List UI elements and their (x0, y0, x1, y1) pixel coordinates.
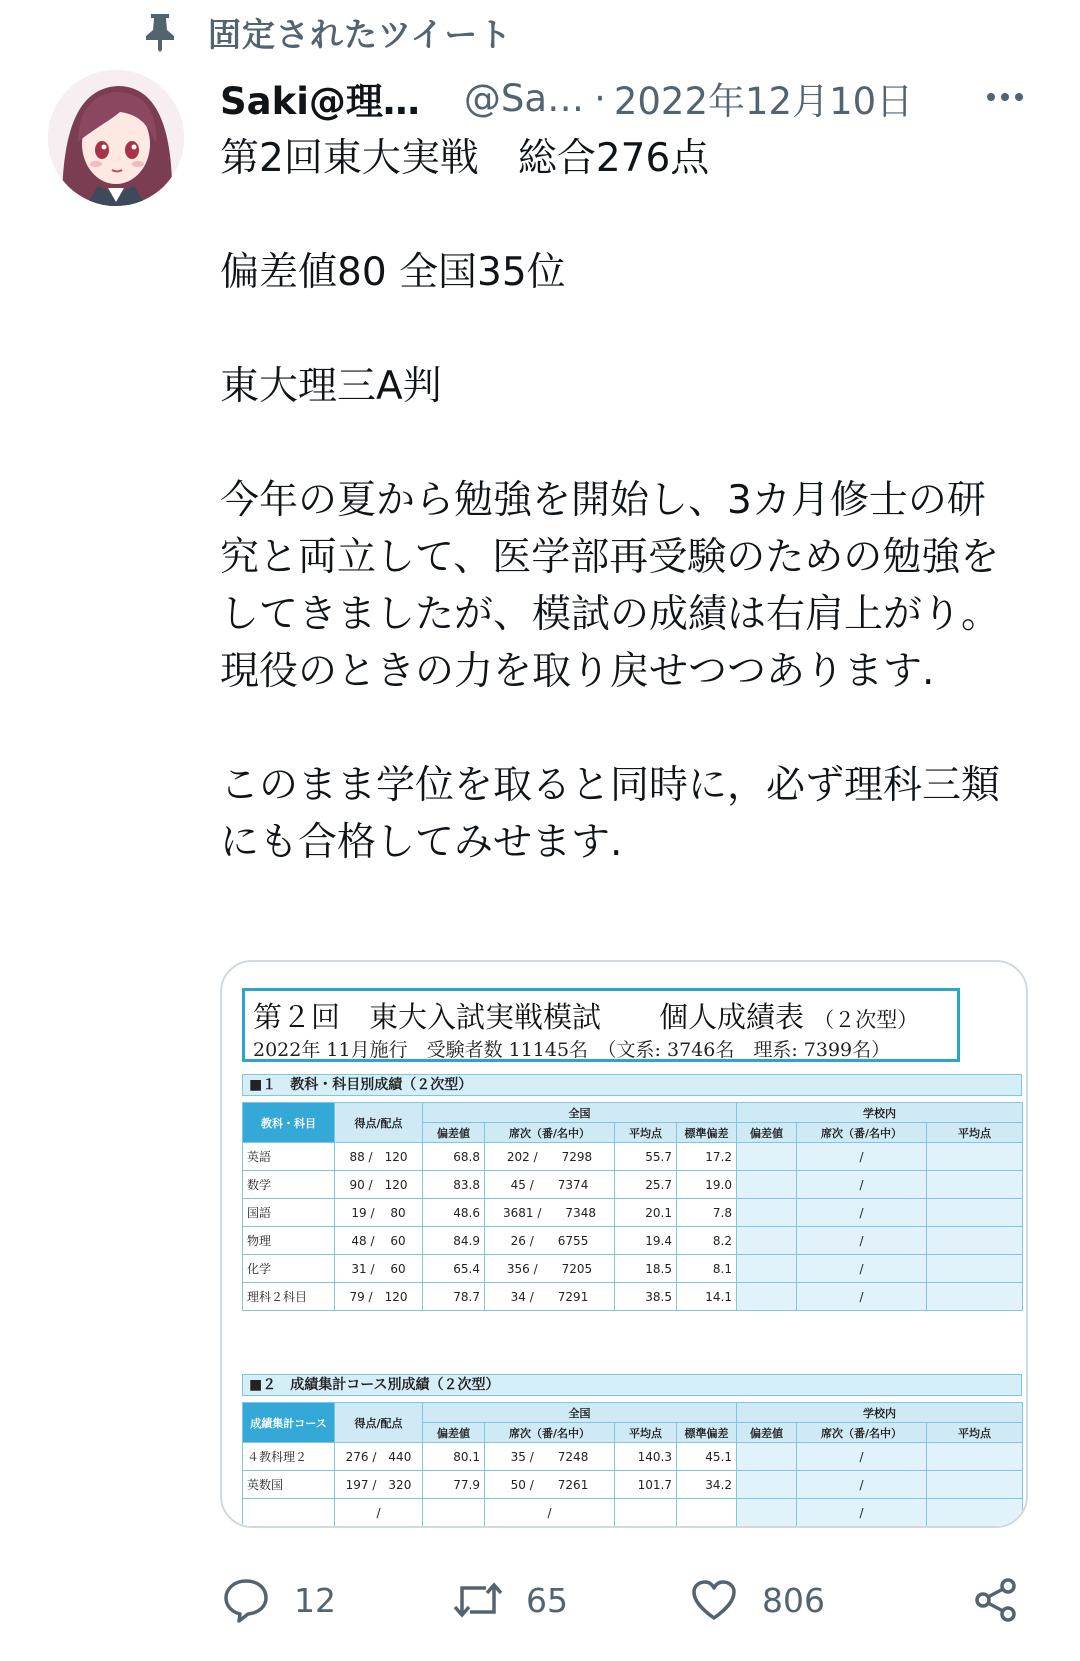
cell-score: 90 / 120 (335, 1171, 423, 1199)
cell-std: 45.1 (677, 1443, 737, 1471)
cell-rank: 45 / 7374 (485, 1171, 615, 1199)
cell-std: 19.0 (677, 1171, 737, 1199)
table-row (243, 1471, 1023, 1499)
tweet-paragraph: このまま学位を取ると同時に，必ず理科三類にも合格してみせます. (220, 763, 1001, 865)
tweet-date[interactable]: 2022年12月10日 (613, 80, 914, 123)
reply-button[interactable] (220, 1568, 336, 1632)
cell-school-deviation (737, 1443, 797, 1471)
header-school-deviation: 偏差値 (737, 1123, 797, 1143)
tweet-paragraph: 偏差値80 全国35位 (220, 250, 566, 295)
cell-rank: 3681 / 7348 (485, 1199, 615, 1227)
cell-school-rank: / (797, 1227, 927, 1255)
report-title-text: 第２回 東大入試実戦模試 個人成績表 (253, 1000, 805, 1034)
section2-label: ■２ 成績集計コース別成績（２次型） (242, 1374, 1022, 1396)
more-options-icon[interactable] (980, 74, 1030, 120)
cell-score: 19 / 80 (335, 1199, 423, 1227)
cell-subject: 英語 (243, 1143, 335, 1171)
retweet-icon (452, 1574, 504, 1626)
cell-school-rank: / (797, 1143, 927, 1171)
cell-std: 14.1 (677, 1283, 737, 1311)
cell-school-deviation (737, 1255, 797, 1283)
cell-subject: 化学 (243, 1255, 335, 1283)
report-title-type: （２次型） (813, 1008, 919, 1032)
cell-rank: 26 / 6755 (485, 1227, 615, 1255)
section1-table (242, 1102, 1023, 1311)
table-row (243, 1171, 1023, 1199)
cell-average: 38.5 (615, 1283, 677, 1311)
cell-school-deviation (737, 1283, 797, 1311)
user-handle[interactable]: @Sa… (463, 76, 585, 120)
cell-school-average (927, 1499, 1023, 1527)
tweet-media-image[interactable] (220, 960, 1028, 1528)
reply-icon (220, 1574, 272, 1626)
reply-count: 12 (294, 1580, 336, 1620)
report-title (253, 995, 918, 1036)
cell-average: 55.7 (615, 1143, 677, 1171)
cell-deviation: 68.8 (423, 1143, 485, 1171)
cell-rank: 202 / 7298 (485, 1143, 615, 1171)
table-row (243, 1443, 1023, 1471)
cell-average: 140.3 (615, 1443, 677, 1471)
cell-school-rank: / (797, 1171, 927, 1199)
cell-rank: 35 / 7248 (485, 1443, 615, 1471)
cell-deviation: 65.4 (423, 1255, 485, 1283)
cell-course: 英数国 (243, 1471, 335, 1499)
retweet-button[interactable] (452, 1568, 568, 1632)
tweet-actions (220, 1568, 1040, 1632)
cell-school-average (927, 1171, 1023, 1199)
table-row (243, 1199, 1023, 1227)
cell-rank: 34 / 7291 (485, 1283, 615, 1311)
header-school: 学校内 (737, 1103, 1023, 1123)
header-school-average: 平均点 (927, 1123, 1023, 1143)
header-school-rank: 席次（番/名中） (797, 1123, 927, 1143)
tweet-paragraph: 今年の夏から勉強を開始し、3カ月修士の研究と両立して、医学部再受験のための勉強をしてきましたが、模試の成績は右肩上がり。現役のときの力を取り戻せつつあります. (220, 478, 1001, 694)
cell-score: 48 / 60 (335, 1227, 423, 1255)
header-national: 全国 (423, 1403, 737, 1423)
cell-school-rank: / (797, 1471, 927, 1499)
share-icon (970, 1574, 1022, 1626)
header-deviation: 偏差値 (423, 1423, 485, 1443)
header-deviation: 偏差値 (423, 1123, 485, 1143)
cell-average: 20.1 (615, 1199, 677, 1227)
avatar[interactable] (48, 70, 184, 206)
cell-score: 276 / 440 (335, 1443, 423, 1471)
cell-score: 79 / 120 (335, 1283, 423, 1311)
cell-average: 101.7 (615, 1471, 677, 1499)
cell-school-deviation (737, 1171, 797, 1199)
cell-deviation: 84.9 (423, 1227, 485, 1255)
cell-school-average (927, 1283, 1023, 1311)
report-title-box (242, 988, 960, 1062)
cell-std: 17.2 (677, 1143, 737, 1171)
header-rank: 席次（番/名中） (485, 1123, 615, 1143)
tweet-header (220, 70, 1040, 126)
pinned-indicator (140, 8, 512, 56)
section1-label: ■１ 教科・科目別成績（２次型） (242, 1074, 1022, 1096)
cell-deviation: 78.7 (423, 1283, 485, 1311)
cell-school-rank: / (797, 1499, 927, 1527)
table-row (243, 1255, 1023, 1283)
header-course: 成績集計コース (243, 1403, 335, 1443)
cell-school-rank: / (797, 1199, 927, 1227)
cell-school-average (927, 1143, 1023, 1171)
cell-average: 25.7 (615, 1171, 677, 1199)
pinned-label: 固定されたツイート (208, 14, 513, 54)
table-row (243, 1499, 1023, 1527)
header-school: 学校内 (737, 1403, 1023, 1423)
table-row (243, 1227, 1023, 1255)
header-school-average: 平均点 (927, 1423, 1023, 1443)
cell-school-average (927, 1199, 1023, 1227)
cell-school-rank: / (797, 1443, 927, 1471)
cell-std (677, 1499, 737, 1527)
like-count: 806 (762, 1580, 825, 1620)
cell-subject: 理科２科目 (243, 1283, 335, 1311)
cell-average: 19.4 (615, 1227, 677, 1255)
cell-deviation: 48.6 (423, 1199, 485, 1227)
pin-icon (140, 12, 180, 52)
cell-deviation: 77.9 (423, 1471, 485, 1499)
header-std-dev: 標準偏差 (677, 1123, 737, 1143)
cell-std: 7.8 (677, 1199, 737, 1227)
header-subject: 教科・科目 (243, 1103, 335, 1143)
header-score: 得点/配点 (335, 1103, 423, 1143)
header-score: 得点/配点 (335, 1403, 423, 1443)
cell-std: 8.1 (677, 1255, 737, 1283)
report-subtitle: 2022年 11月施行 受験者数 11145名 （文系: 3746名 理系: 7399名） (253, 1039, 891, 1061)
separator-dot: · (594, 76, 606, 120)
retweet-count: 65 (526, 1580, 568, 1620)
cell-school-rank: / (797, 1255, 927, 1283)
cell-rank: / (485, 1499, 615, 1527)
cell-score: 88 / 120 (335, 1143, 423, 1171)
share-button[interactable] (970, 1568, 1044, 1632)
cell-average: 18.5 (615, 1255, 677, 1283)
table-row (243, 1143, 1023, 1171)
cell-rank: 50 / 7261 (485, 1471, 615, 1499)
cell-school-deviation (737, 1143, 797, 1171)
cell-score: 31 / 60 (335, 1255, 423, 1283)
cell-school-deviation (737, 1499, 797, 1527)
like-button[interactable] (688, 1568, 825, 1632)
cell-school-average (927, 1471, 1023, 1499)
cell-school-rank: / (797, 1283, 927, 1311)
tweet-text (220, 130, 1020, 871)
cell-deviation: 80.1 (423, 1443, 485, 1471)
cell-score: 197 / 320 (335, 1471, 423, 1499)
header-rank: 席次（番/名中） (485, 1423, 615, 1443)
header-national: 全国 (423, 1103, 737, 1123)
header-average: 平均点 (615, 1123, 677, 1143)
tweet-paragraph: 東大理三A判 (220, 364, 442, 409)
cell-school-deviation (737, 1471, 797, 1499)
cell-school-average (927, 1227, 1023, 1255)
cell-subject: 国語 (243, 1199, 335, 1227)
cell-std: 8.2 (677, 1227, 737, 1255)
cell-school-deviation (737, 1227, 797, 1255)
display-name[interactable]: Saki@理… (220, 80, 420, 123)
cell-course (243, 1499, 335, 1527)
cell-course: ４教科理２ (243, 1443, 335, 1471)
cell-school-average (927, 1255, 1023, 1283)
heart-icon (688, 1574, 740, 1626)
cell-school-average (927, 1443, 1023, 1471)
cell-rank: 356 / 7205 (485, 1255, 615, 1283)
header-school-rank: 席次（番/名中） (797, 1423, 927, 1443)
cell-score: / (335, 1499, 423, 1527)
section2-table (242, 1402, 1023, 1527)
cell-deviation (423, 1499, 485, 1527)
header-std-dev: 標準偏差 (677, 1423, 737, 1443)
cell-subject: 数学 (243, 1171, 335, 1199)
cell-average (615, 1499, 677, 1527)
score-report (222, 962, 1028, 1528)
table-row (243, 1283, 1023, 1311)
tweet-paragraph: 第2回東大実戦 総合276点 (220, 136, 710, 181)
header-school-deviation: 偏差値 (737, 1423, 797, 1443)
cell-subject: 物理 (243, 1227, 335, 1255)
cell-school-deviation (737, 1199, 797, 1227)
cell-std: 34.2 (677, 1471, 737, 1499)
header-average: 平均点 (615, 1423, 677, 1443)
cell-deviation: 83.8 (423, 1171, 485, 1199)
